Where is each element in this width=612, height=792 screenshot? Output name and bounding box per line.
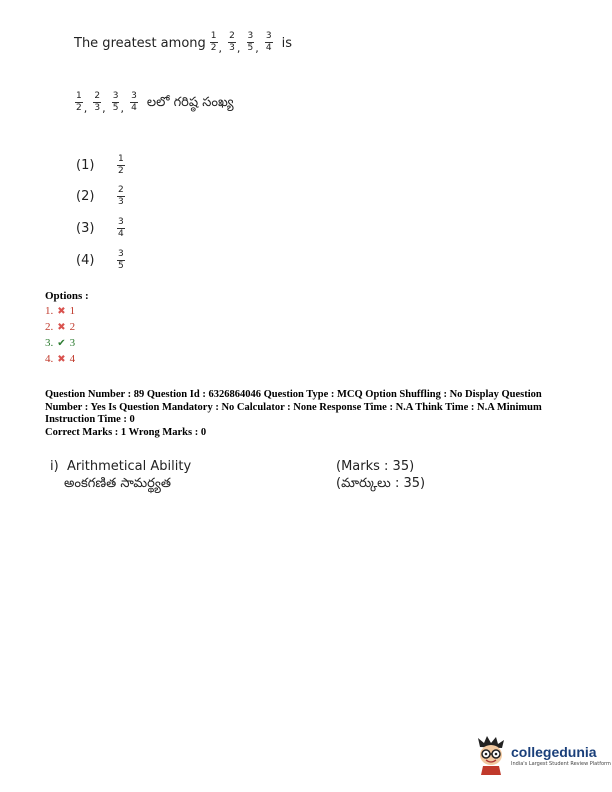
option-status-1: 1. ✖ 1 (45, 305, 76, 317)
cross-icon: ✖ (57, 321, 66, 333)
answer-choice-4: (4) $\frac{3}{5}$ (76, 249, 124, 271)
fraction: $\frac{1}{2}$ (210, 31, 217, 53)
answer-choice-2: (2) $\frac{2}{3}$ (76, 185, 124, 207)
option-status-2: 2. ✖ 2 (45, 321, 76, 333)
fraction: $\frac{3}{5}$ (118, 249, 124, 271)
metadata-details: Question Number : 89 Question Id : 6326864046 Question Type : MCQ Option Shuffling : No Display Question Number : Yes Is Question Mandatory : No Calculator : None Response Time : N.A Think Time : N.A Minimum Instruction Time : 0 (45, 389, 542, 425)
section-title-telugu: అంకగణిత సామర్థ్యత (64, 476, 172, 491)
fraction: $\frac{2}{3}$ (229, 31, 235, 53)
fraction: $\frac{3}{4}$ (118, 217, 124, 239)
section-marks-telugu: (మార్కులు : 35) (336, 476, 426, 491)
logo-brand: collegedunia (511, 743, 597, 760)
question-prefix: The greatest among (74, 36, 206, 51)
fraction: $\frac{3}{4}$ (131, 91, 137, 113)
question-metadata (45, 389, 570, 439)
fraction: $\frac{3}{5}$ (112, 91, 119, 113)
fraction: $\frac{3}{4}$ (265, 31, 272, 53)
fraction: $\frac{3}{5}$ (247, 31, 254, 53)
section-marks (336, 458, 425, 492)
options-title: Options : (45, 290, 89, 302)
metadata-marks: Correct Marks : 1 Wrong Marks : 0 (45, 426, 207, 438)
fraction: $\frac{1}{2}$ (76, 91, 82, 113)
section-marks-english: (Marks : 35) (336, 459, 415, 474)
section-title (50, 458, 191, 492)
cross-icon: ✖ (57, 305, 66, 317)
answer-choice-3: (3) $\frac{3}{4}$ (76, 217, 124, 239)
section-title-english: i) Arithmetical Ability (50, 459, 192, 474)
option-status-3: 3. ✔ 3 (45, 337, 76, 349)
fraction: $\frac{2}{3}$ (118, 185, 124, 207)
logo-tagline: India's Largest Student Review Platform (511, 760, 611, 767)
fraction: $\frac{1}{2}$ (118, 154, 124, 176)
question-english (74, 32, 292, 55)
check-icon: ✔ (57, 337, 66, 349)
collegedunia-logo (474, 735, 611, 775)
student-mascot-icon (474, 735, 508, 775)
fraction: $\frac{2}{3}$ (94, 91, 101, 113)
question-suffix: is (281, 36, 293, 51)
question-suffix-telugu: లలో గరిష్ఠ సంఖ్య (146, 94, 234, 110)
option-status-4: 4. ✖ 4 (45, 353, 76, 365)
cross-icon: ✖ (57, 353, 66, 365)
fraction-list: $\frac{1}{2}$ $_,$ $\frac{2}{3}$ $_,$ $\frac{3}{5}$ $_,$ $\frac{3}{4}$ (76, 91, 137, 115)
question-telugu (74, 92, 234, 115)
answer-choice-1: (1) $\frac{1}{2}$ (76, 154, 124, 176)
fraction-list: $\frac{1}{2}$ $_,$ $\frac{2}{3}$ $_,$ $\frac{3}{5}$ $_,$ $\frac{3}{4}$ (210, 31, 272, 55)
